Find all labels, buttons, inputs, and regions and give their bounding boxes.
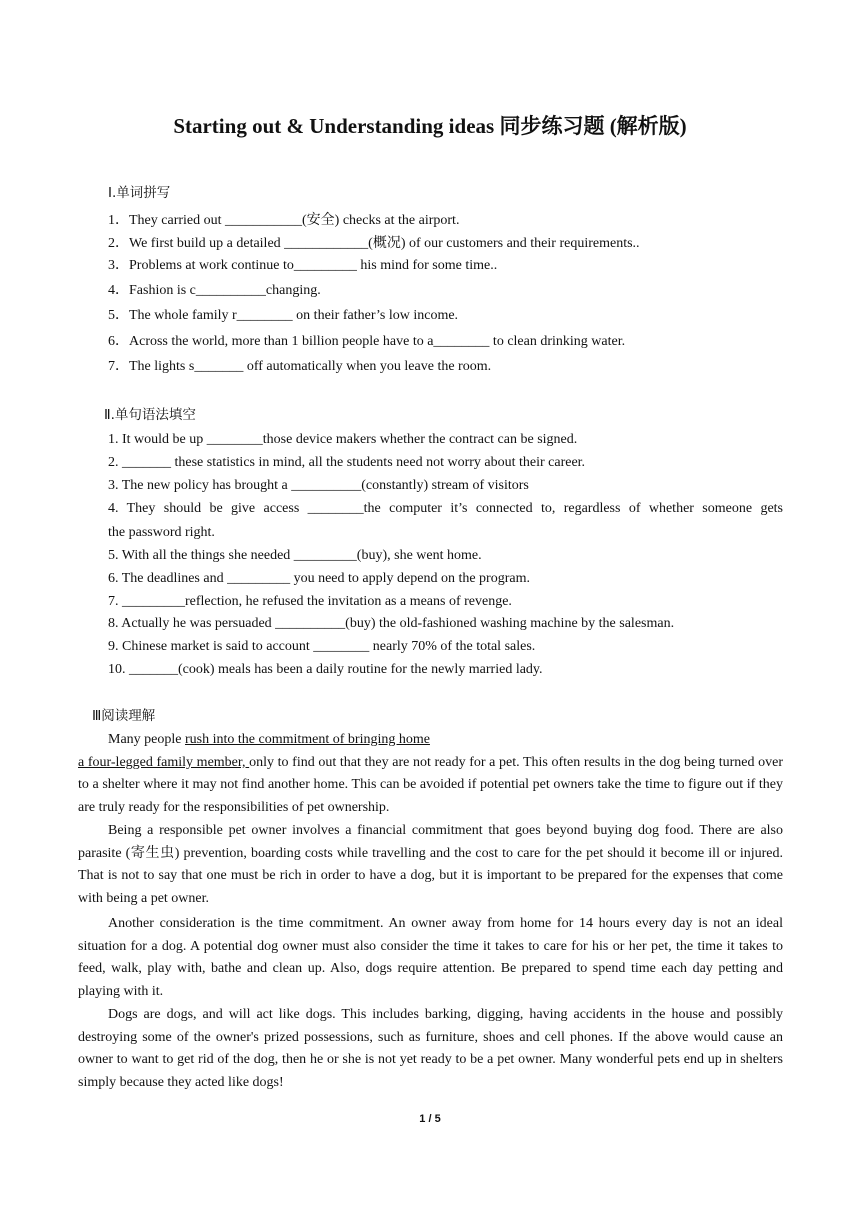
vocab-item: 7．The lights s_______ off automatically when you leave the room. — [108, 359, 492, 374]
grammar-item: 3. The new policy has brought a __________(constantly) stream of visitors — [108, 478, 529, 493]
reading-paragraph-3 — [78, 913, 783, 1004]
grammar-item: 2. _______ these statistics in mind, all the students need not worry about their career. — [108, 455, 586, 470]
paragraph-text: Many people — [108, 732, 185, 747]
grammar-item: 6. The deadlines and _________ you need to apply depend on the program. — [108, 571, 530, 586]
grammar-item: 7. _________reflection, he refused the invitation as a means of revenge. — [108, 594, 512, 609]
grammar-item: 8. Actually he was persuaded __________(buy) the old-fashioned washing machine by the salesman. — [108, 616, 675, 631]
vocab-item: 1．They carried out ___________(安全) checks at the airport. — [108, 213, 460, 228]
grammar-item-continuation: the password right. — [108, 525, 215, 540]
vocab-item: 4．Fashion is c__________changing. — [108, 283, 321, 298]
grammar-item: 5. With all the things she needed _________(buy), she went home. — [108, 548, 482, 563]
paragraph-text: Being a responsible pet owner involves a financial commitment that goes beyond buying dog food. There are also parasite (寄生虫) prevention, boarding costs while travelling and the cost to care for the pet should it become ill or injured. That is not to say that one must be rich in order to have a dog, but it is important to be prepared for the expenses that come with being a pet owner. — [78, 823, 783, 907]
reading-paragraph-2 — [78, 820, 783, 911]
grammar-item: 10. _______(cook) meals has been a daily routine for the newly married lady. — [108, 662, 543, 677]
section-2-heading: Ⅱ.单句语法填空 — [104, 407, 196, 423]
paragraph-text: Dogs are dogs, and will act like dogs. This includes barking, digging, having accidents in the house and possibly destroying some of the owner's prized possessions, such as furniture, shoes and cell phones. If the above would cause an owner to want to get rid of the dog, then he or she is not yet ready to be a pet owner. Many wonderful pets end up in shelters simply because they acted like dogs! — [78, 1007, 783, 1091]
vocab-item: 3．Problems at work continue to_________ his mind for some time.. — [108, 258, 498, 273]
vocab-item: 2．We first build up a detailed ____________(概况) of our customers and their requirements.. — [108, 236, 640, 251]
grammar-item: 9. Chinese market is said to account ________ nearly 70% of the total sales. — [108, 639, 536, 654]
paragraph-text: only to find out that they are not ready for a pet. This often results in the dog being turned over to a shelter where it may not find another home. This can be avoided if potential pet owners take the time to figure out if they are truly ready for the responsibilities of pet ownership. — [78, 754, 783, 816]
page-title: Starting out & Understanding ideas 同步练习题 (解析版) — [173, 114, 687, 138]
reading-paragraph-4 — [78, 1004, 783, 1095]
section-3-heading: Ⅲ阅读理解 — [92, 708, 156, 724]
grammar-item: 4. They should be give access ________the computer it’s connected to, regardless of whether someone gets — [108, 501, 783, 516]
reading-paragraph-1 — [78, 729, 783, 820]
page-number: 1 / 5 — [419, 1113, 441, 1125]
paragraph-text: Another consideration is the time commitment. An owner away from home for 14 hours every day is not an ideal situation for a dog. A potential dog owner must also consider the time it takes to care for his or her pet, the time it takes to feed, walk, play with, bathe and clean up. Also, dogs require attention. Be prepared to spend time each day petting and playing with it. — [78, 916, 783, 1000]
vocab-item: 6．Across the world, more than 1 billion people have to a________ to clean drinking water. — [108, 334, 626, 349]
grammar-item: 1. It would be up ________those device makers whether the contract can be signed. — [108, 432, 578, 447]
underlined-phrase: a four-legged family member, — [78, 754, 250, 770]
section-1-heading: I.单词拼写 — [108, 185, 171, 201]
vocab-item: 5．The whole family r________ on their father’s low income. — [108, 308, 459, 323]
underlined-phrase: rush into the commitment of bringing home — [184, 732, 430, 747]
